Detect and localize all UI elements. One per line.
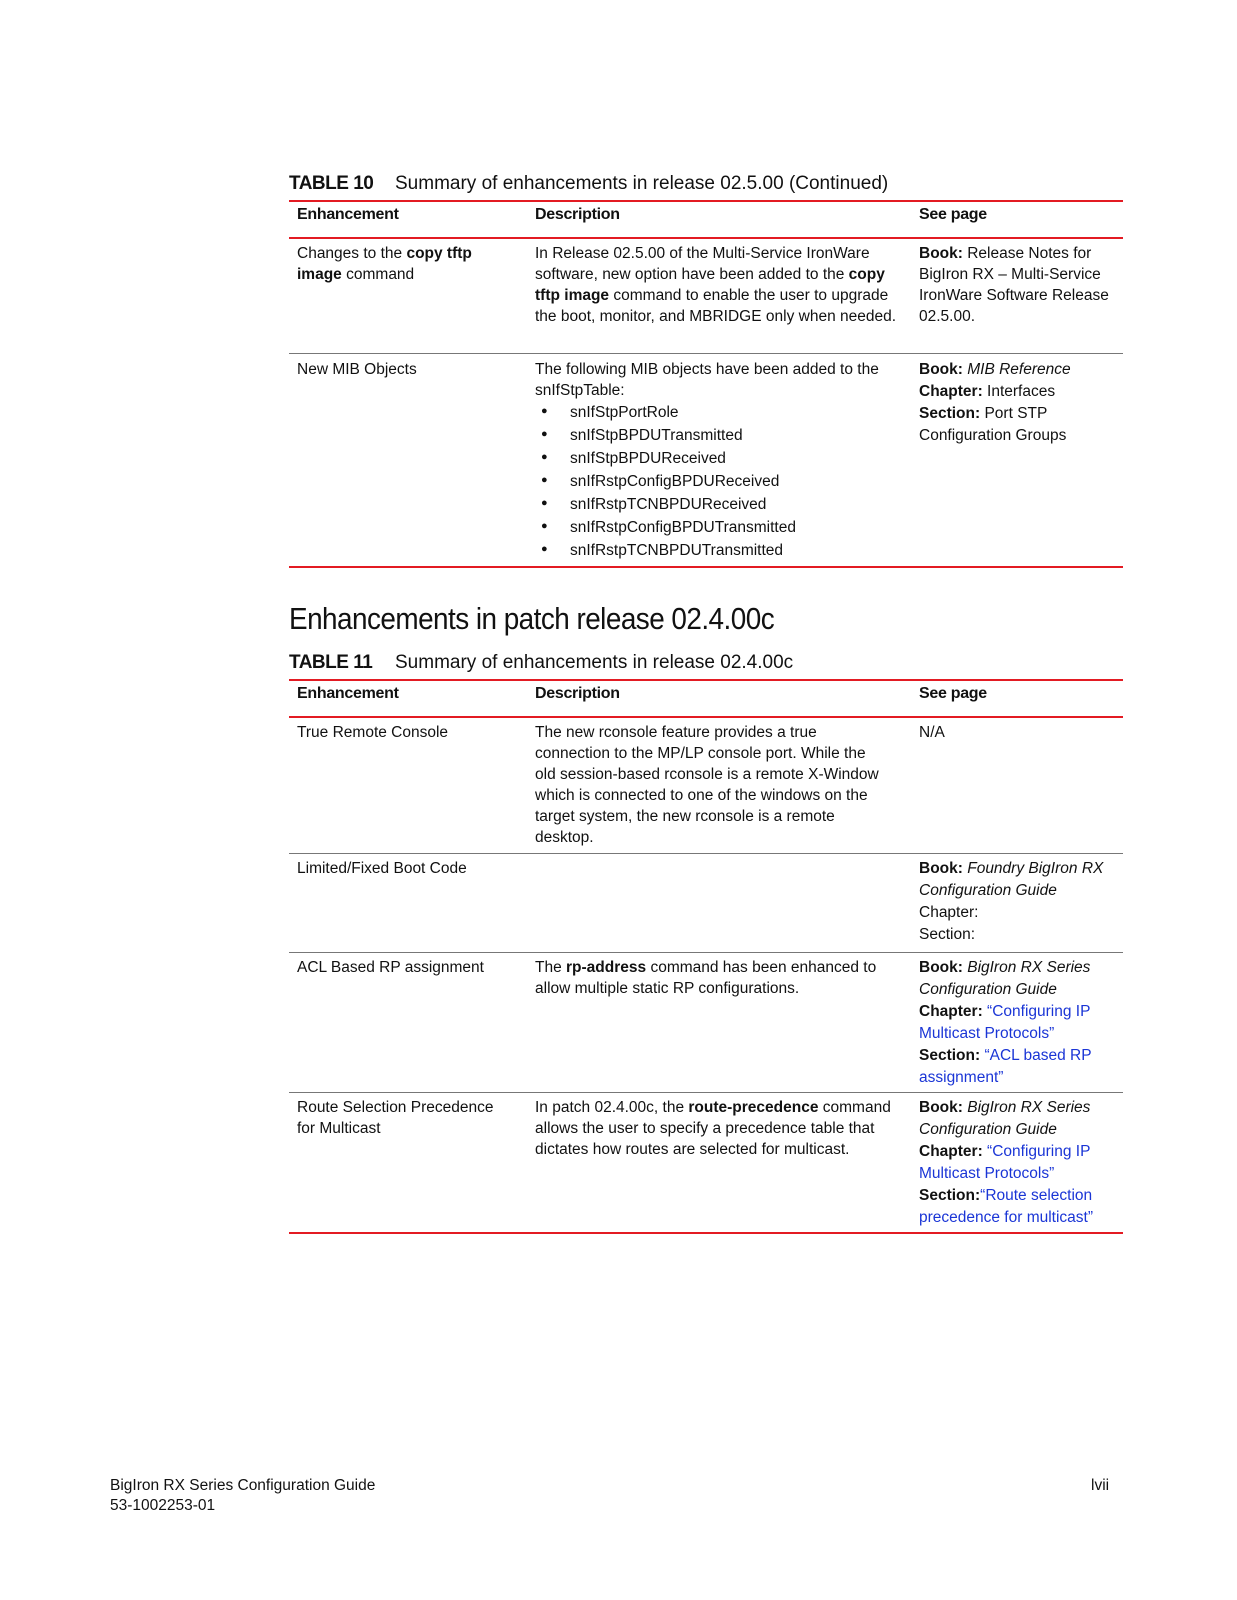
- table-row-enhancement: Changes to the copy tftp image command: [297, 245, 472, 283]
- col-header-enhancement: Enhancement: [297, 206, 399, 223]
- table-top-rule: [289, 200, 1123, 202]
- chapter-link[interactable]: “Configuring IP Multicast Protocols”: [919, 1143, 1091, 1182]
- table-row-description: The rp-address command has been enhanced to allow multiple static RP configurations.: [535, 959, 877, 997]
- table-bottom-rule: [289, 1232, 1123, 1234]
- table-row-see-page: Book: BigIron RX Series Configuration Guide Chapter: “Configuring IP Multicast Protocols” Section: “ACL based RP assignment”: [919, 959, 1092, 1086]
- section-link[interactable]: “ACL based RP assignment”: [919, 1047, 1092, 1086]
- table-row-see-page: Book: MIB Reference Chapter: Interfaces Section: Port STP Configuration Groups: [919, 361, 1071, 444]
- list-item: ● snIfStpPortRole: [535, 401, 897, 424]
- section-heading: Enhancements in patch release 02.4.00c: [289, 601, 775, 636]
- list-item: ● snIfStpBPDUReceived: [535, 447, 897, 470]
- table-row-description: [535, 359, 897, 562]
- list-item: ● snIfRstpTCNBPDUTransmitted: [535, 539, 897, 562]
- table-bottom-rule: [289, 566, 1123, 568]
- table-row-enhancement: Limited/Fixed Boot Code: [297, 860, 467, 877]
- row-divider: [289, 353, 1123, 354]
- table-caption-text: Summary of enhancements in release 02.4.00c: [395, 652, 794, 673]
- table-caption-text: Summary of enhancements in release 02.5.00 (Continued): [395, 173, 889, 194]
- table-row-see-page: Book: BigIron RX Series Configuration Guide Chapter: “Configuring IP Multicast Protocols” Section:“Route selection precedence for multicast”: [919, 1099, 1094, 1226]
- table-row-description: In patch 02.4.00c, the route-precedence command allows the user to specify a precedence table that dictates how routes are selected for multicast.: [535, 1099, 891, 1158]
- section-link[interactable]: “Route selection precedence for multicast”: [919, 1187, 1094, 1226]
- table-top-rule: [289, 679, 1123, 681]
- table-label: TABLE 10: [289, 173, 374, 194]
- col-header-enhancement: Enhancement: [297, 685, 399, 702]
- mib-intro: The following MIB objects have been added to the snIfStpTable:: [535, 361, 879, 399]
- header-rule: [289, 237, 1123, 239]
- table-row-description: In Release 02.5.00 of the Multi-Service IronWare software, new option have been added to the copy tftp image command to enable the user to upgrade the boot, monitor, and MBRIDGE only when needed.: [535, 245, 897, 325]
- col-header-see-page: See page: [919, 206, 987, 223]
- table-row-description: The new rconsole feature provides a true connection to the MP/LP console port. While the old session-based rconsole is a remote X-Window which is connected to one of the windows on the target system, the new rconsole is a remote desktop.: [535, 724, 879, 846]
- col-header-see-page: See page: [919, 685, 987, 702]
- list-item: ● snIfRstpConfigBPDUTransmitted: [535, 516, 897, 539]
- page-number: lvii: [1091, 1477, 1110, 1494]
- table-row-enhancement: True Remote Console: [297, 724, 449, 741]
- list-item: ● snIfRstpTCNBPDUReceived: [535, 493, 897, 516]
- table-row-enhancement: New MIB Objects: [297, 361, 417, 378]
- row-divider: [289, 952, 1123, 953]
- table-row-see-page: Book: Foundry BigIron RX Configuration Guide Chapter: Section:: [919, 860, 1104, 943]
- header-rule: [289, 716, 1123, 718]
- row-divider: [289, 853, 1123, 854]
- table-11-caption: [289, 652, 793, 674]
- table-label: TABLE 11: [289, 652, 373, 673]
- footer-docnum: 53-1002253-01: [110, 1497, 216, 1514]
- table-row-enhancement: Route Selection Precedence for Multicast: [297, 1099, 494, 1137]
- table-row-see-page: Book: Release Notes for BigIron RX – Multi-Service IronWare Software Release 02.5.00.: [919, 245, 1109, 325]
- list-item: ● snIfStpBPDUTransmitted: [535, 424, 897, 447]
- mib-object-list: [535, 401, 897, 562]
- chapter-link[interactable]: “Configuring IP Multicast Protocols”: [919, 1003, 1091, 1042]
- row-divider: [289, 1092, 1123, 1093]
- col-header-description: Description: [535, 206, 620, 223]
- table-row-enhancement: ACL Based RP assignment: [297, 959, 484, 976]
- footer-title: BigIron RX Series Configuration Guide: [110, 1477, 376, 1494]
- list-item: ● snIfRstpConfigBPDUReceived: [535, 470, 897, 493]
- col-header-description: Description: [535, 685, 620, 702]
- table-10-caption: [289, 173, 888, 195]
- table-row-see-page: N/A: [919, 724, 945, 741]
